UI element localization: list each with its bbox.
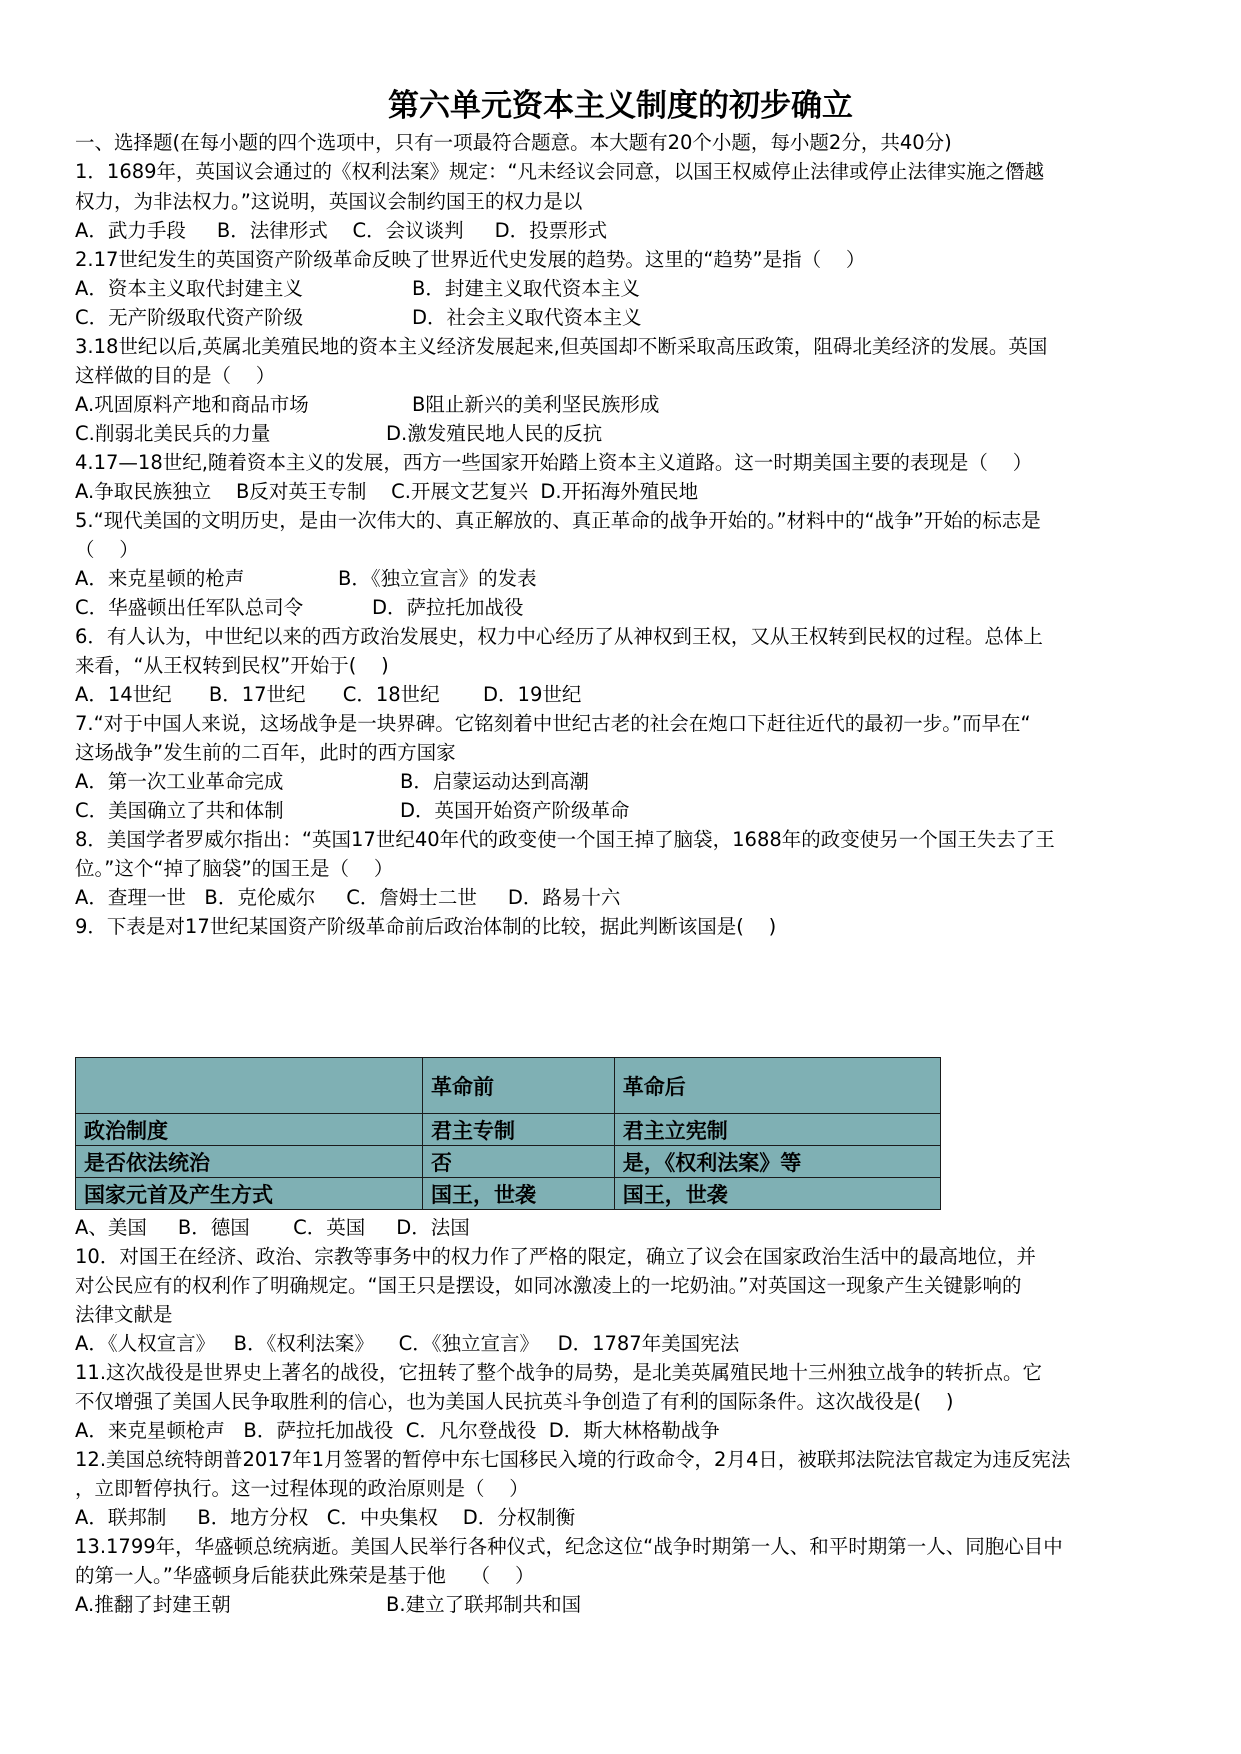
table-cell: 君主专制 <box>423 1114 615 1146</box>
table-cell: 是，《权利法案》等 <box>614 1146 940 1178</box>
question-7-option-d: D．英国开始资产阶级革命 <box>400 799 630 822</box>
table-cell: 国王，世袭 <box>423 1178 615 1210</box>
table-row <box>76 1146 941 1178</box>
page-title: 第六单元资本主义制度的初步确立 <box>388 88 853 124</box>
table-header-cell: 革命前 <box>423 1058 615 1114</box>
section-instructions: 一、选择题(在每小题的四个选项中，只有一项最符合题意。本大题有20个小题，每小题2分，共40分) <box>75 131 952 154</box>
question-3-line-1: 3.18世纪以后,英属北美殖民地的资本主义经济发展起来,但英国却不断采取高压政策，阻碍北美经济的发展。英国 <box>75 335 1048 358</box>
question-2-option-c: C．无产阶级取代资产阶级 <box>75 306 304 329</box>
question-7-line-1: 7.“对于中国人来说，这场战争是一块界碑。它铭刻着中世纪古老的社会在炮口下赶往近代的最初一步。”而早在“ <box>75 712 1031 735</box>
question-5-option-a: A．来克星顿的枪声 <box>75 567 245 590</box>
question-1-options: A．武力手段 B．法律形式 C．会议谈判 D．投票形式 <box>75 219 608 242</box>
table-row <box>76 1114 941 1146</box>
question-12-line-1: 12.美国总统特朗普2017年1月签署的暂停中东七国移民入境的行政命令，2月4日，被联邦法院法官裁定为违反宪法 <box>75 1448 1071 1471</box>
question-5-line-2: （ ） <box>75 538 139 561</box>
question-5-line-1: 5.“现代美国的文明历史，是由一次伟大的、真正解放的、真正革命的战争开始的。”材料中的“战争”开始的标志是 <box>75 509 1041 532</box>
question-8-options: A．查理一世 B．克伦威尔 C．詹姆士二世 D．路易十六 <box>75 886 621 909</box>
question-1-line-1: 1．1689年，英国议会通过的《权利法案》规定：“凡未经议会同意，以国王权威停止法律或停止法律实施之僭越 <box>75 160 1045 183</box>
question-5-option-c: C．华盛顿出任军队总司令 <box>75 596 304 619</box>
comparison-table <box>75 1057 941 1210</box>
question-10-line-1: 10．对国王在经济、政治、宗教等事务中的权力作了严格的限定，确立了议会在国家政治生活中的最高地位，并 <box>75 1245 1036 1268</box>
table-cell: 是否依法统治 <box>76 1146 423 1178</box>
question-3-option-a: A.巩固原料产地和商品市场 <box>75 393 309 416</box>
question-9: 9．下表是对17世纪某国资产阶级革命前后政治体制的比较，据此判断该国是( ) <box>75 915 777 938</box>
table-header-cell: 革命后 <box>614 1058 940 1114</box>
question-8-line-1: 8．美国学者罗威尔指出：“英国17世纪40年代的政变使一个国王掉了脑袋，1688年的政变使另一个国王失去了王 <box>75 828 1055 851</box>
question-5-option-d: D．萨拉托加战役 <box>372 596 524 619</box>
question-5-option-b: B．《独立宣言》的发表 <box>338 567 537 590</box>
table-cell: 否 <box>423 1146 615 1178</box>
question-11-options: A．来克星顿枪声 B．萨拉托加战役 C．凡尔登战役 D．斯大林格勒战争 <box>75 1419 720 1442</box>
question-2-option-d: D．社会主义取代资本主义 <box>412 306 642 329</box>
table-cell: 国家元首及产生方式 <box>76 1178 423 1210</box>
table-row <box>76 1178 941 1210</box>
question-10-line-3: 法律文献是 <box>75 1303 173 1326</box>
question-13-option-a: A.推翻了封建王朝 <box>75 1593 231 1616</box>
question-3-line-2: 这样做的目的是（ ） <box>75 364 276 387</box>
question-7-option-b: B．启蒙运动达到高潮 <box>400 770 589 793</box>
question-6-line-2: 来看，“从王权转到民权”开始于( ) <box>75 654 389 677</box>
table-cell: 政治制度 <box>76 1114 423 1146</box>
question-6-line-1: 6．有人认为，中世纪以来的西方政治发展史，权力中心经历了从神权到王权，又从王权转到民权的过程。总体上 <box>75 625 1043 648</box>
question-10-line-2: 对公民应有的权利作了明确规定。“国王只是摆设，如同冰激凌上的一坨奶油。”对英国这一现象产生关键影响的 <box>75 1274 1022 1297</box>
question-3-option-d: D.激发殖民地人民的反抗 <box>386 422 603 445</box>
question-11-line-2: 不仅增强了美国人民争取胜利的信心，也为美国人民抗英斗争创造了有利的国际条件。这次战役是( ) <box>75 1390 954 1413</box>
question-12-options: A．联邦制 B．地方分权 C．中央集权 D．分权制衡 <box>75 1506 576 1529</box>
table-cell: 君主立宪制 <box>614 1114 940 1146</box>
question-13-line-1: 13.1799年，华盛顿总统病逝。美国人民举行各种仪式，纪念这位“战争时期第一人、和平时期第一人、同胞心目中 <box>75 1535 1063 1558</box>
table-cell: 国王，世袭 <box>614 1178 940 1210</box>
question-13-line-2: 的第一人。”华盛顿身后能获此殊荣是基于他 （ ） <box>75 1564 535 1587</box>
question-2: 2.17世纪发生的英国资产阶级革命反映了世界近代史发展的趋势。这里的“趋势”是指（ ） <box>75 248 866 271</box>
question-7-line-2: 这场战争”发生前的二百年，此时的西方国家 <box>75 741 456 764</box>
question-13-option-b: B.建立了联邦制共和国 <box>386 1593 582 1616</box>
question-9-options: A、美国 B．德国 C．英国 D．法国 <box>75 1216 470 1239</box>
question-11-line-1: 11.这次战役是世界史上著名的战役，它扭转了整个战争的局势，是北美英属殖民地十三州独立战争的转折点。它 <box>75 1361 1043 1384</box>
question-6-options: A．14世纪 B．17世纪 C．18世纪 D．19世纪 <box>75 683 582 706</box>
table-header-row <box>76 1058 941 1114</box>
question-7-option-a: A．第一次工业革命完成 <box>75 770 284 793</box>
question-8-line-2: 位。”这个“掉了脑袋”的国王是（ ） <box>75 857 394 880</box>
question-3-option-b: B阻止新兴的美利坚民族形成 <box>412 393 660 416</box>
question-7-option-c: C．美国确立了共和体制 <box>75 799 284 822</box>
question-3-option-c: C.削弱北美民兵的力量 <box>75 422 271 445</box>
question-1-line-2: 权力，为非法权力。”这说明，英国议会制约国王的权力是以 <box>75 190 583 213</box>
table-header-cell <box>76 1058 423 1114</box>
question-4-options: A.争取民族独立 B反对英王专制 C.开展文艺复兴 D.开拓海外殖民地 <box>75 480 699 503</box>
question-2-option-b: B．封建主义取代资本主义 <box>412 277 640 300</box>
question-4: 4.17—18世纪,随着资本主义的发展，西方一些国家开始踏上资本主义道路。这一时期美国主要的表现是（ ） <box>75 451 1033 474</box>
question-12-line-2: ，立即暂停执行。这一过程体现的政治原则是（ ） <box>75 1477 529 1500</box>
question-10-options: A．《人权宣言》 B．《权利法案》 C．《独立宣言》 D．1787年美国宪法 <box>75 1332 740 1355</box>
question-2-option-a: A．资本主义取代封建主义 <box>75 277 303 300</box>
